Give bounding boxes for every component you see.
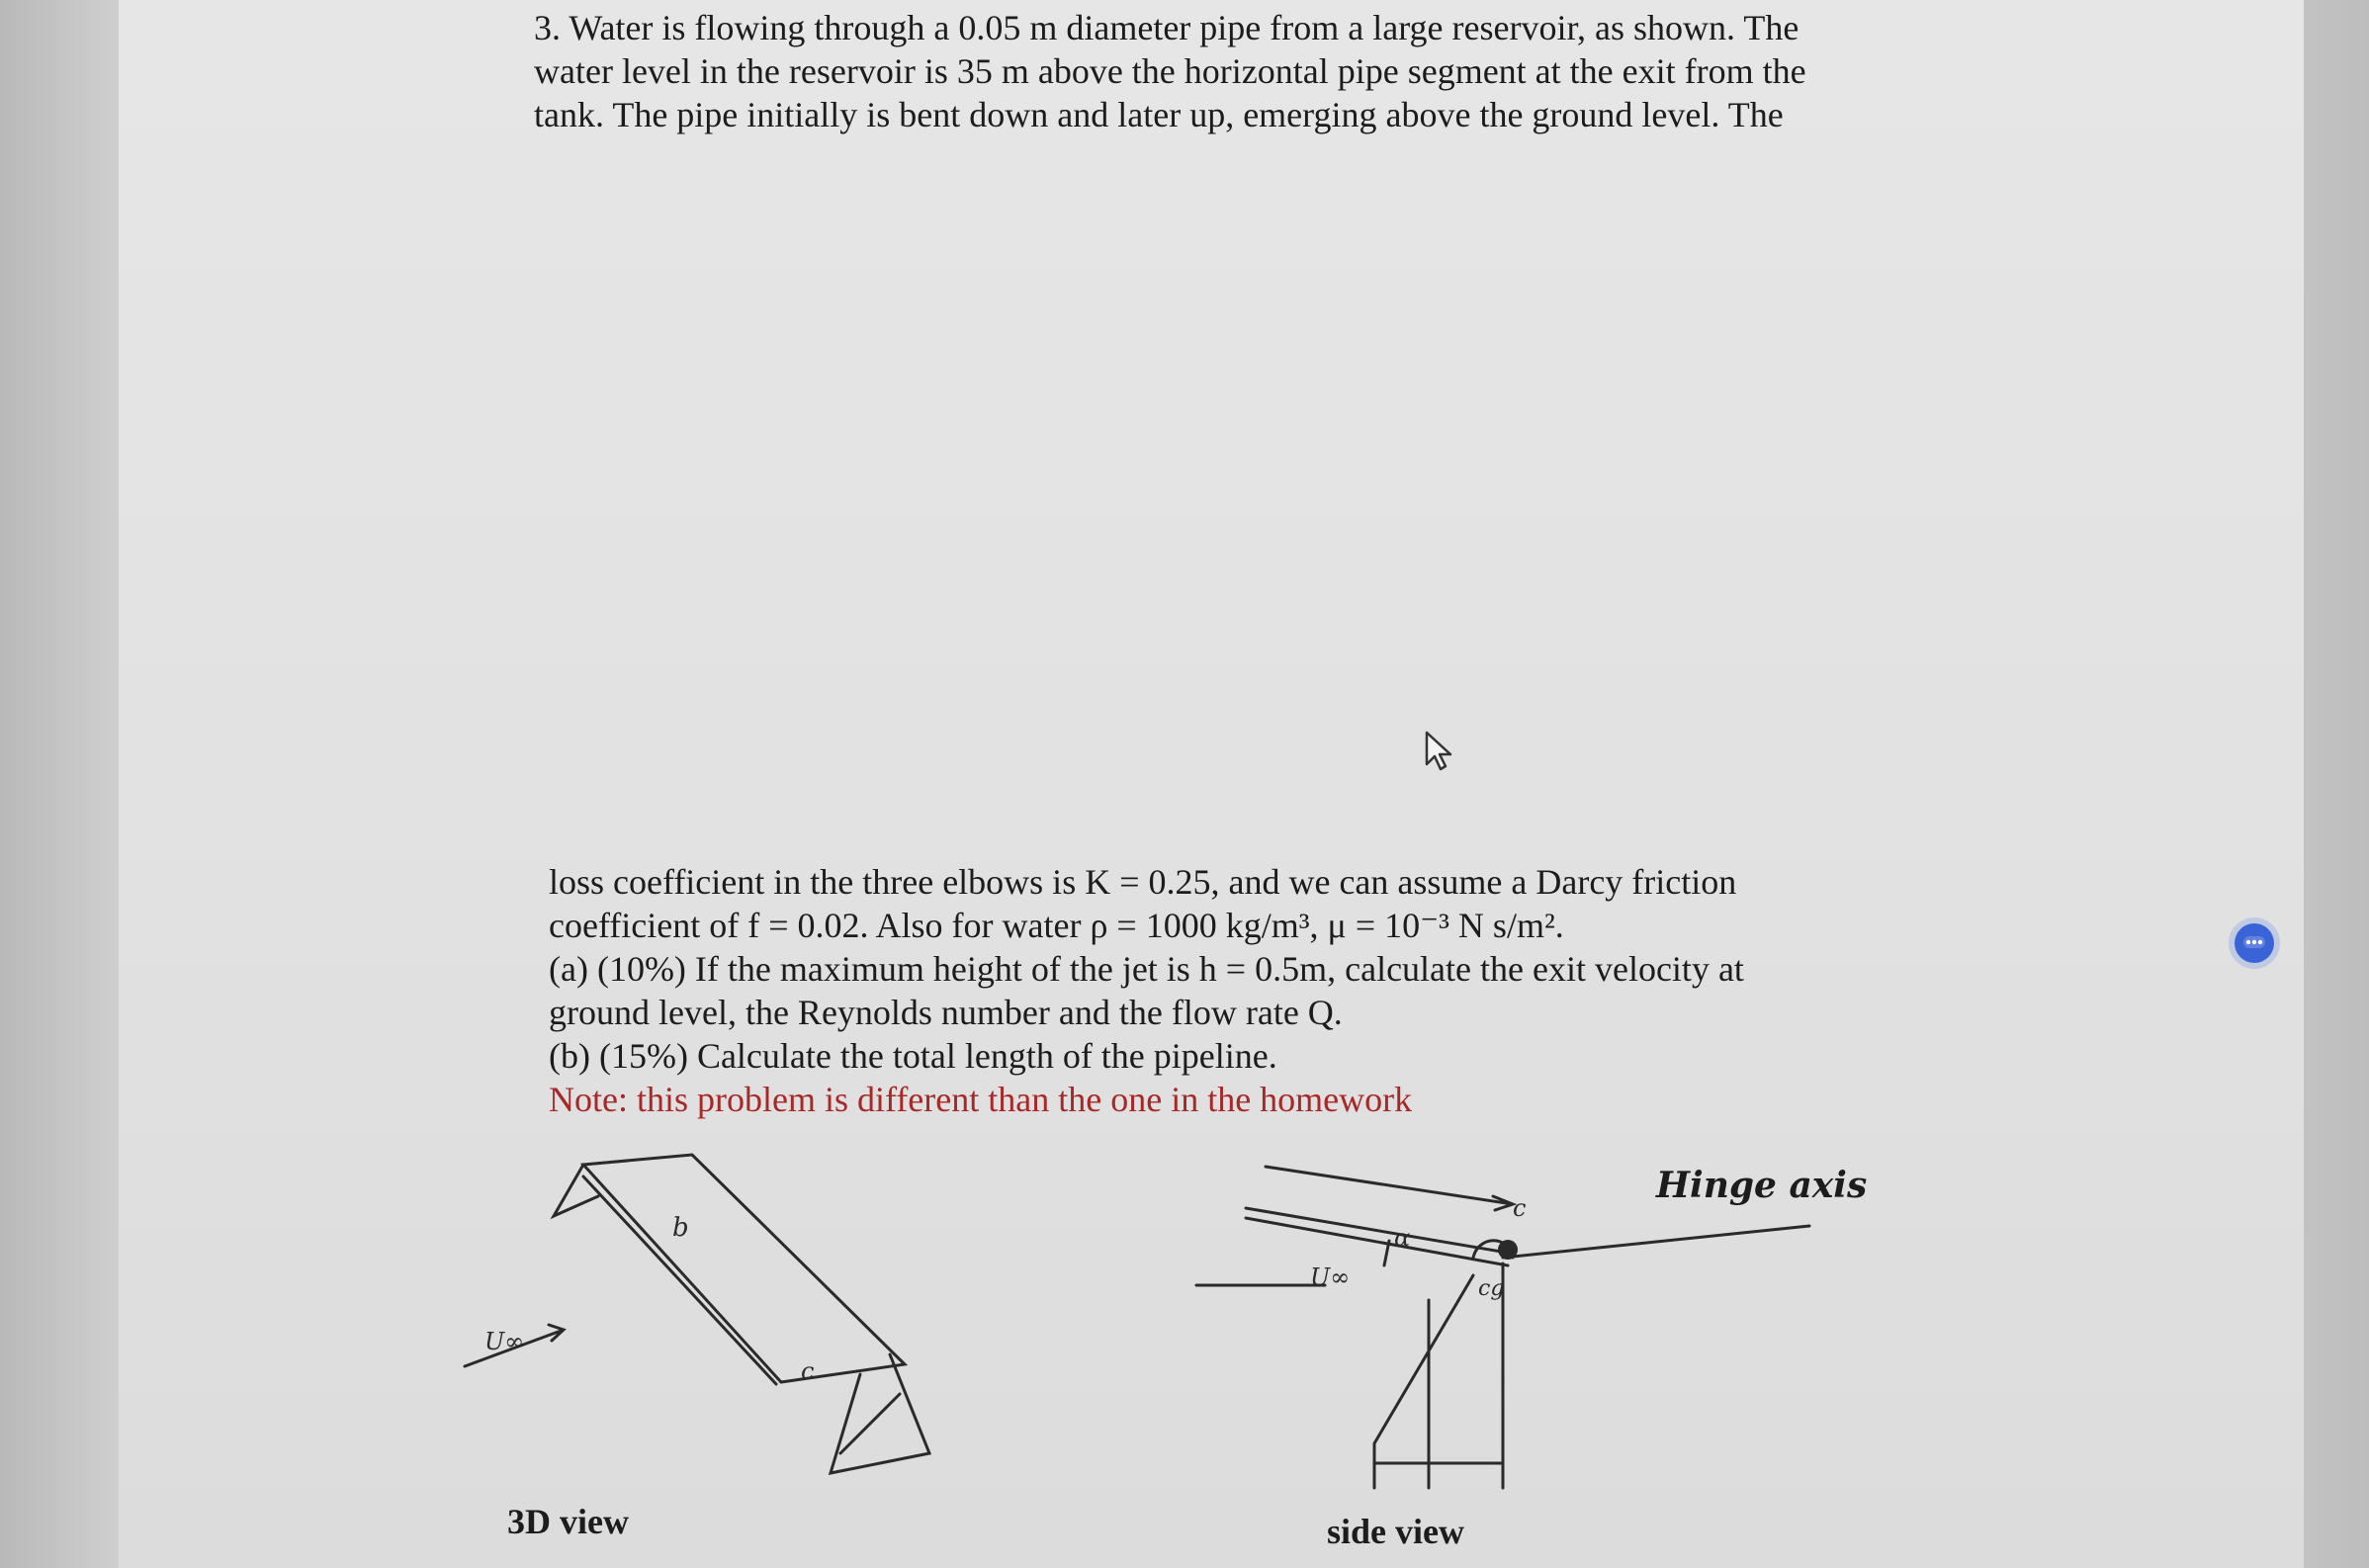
problem-line: (b) (15%) Calculate the total length of the pipeline. bbox=[549, 1036, 1277, 1076]
sketch-3d-c-label: c bbox=[801, 1357, 815, 1385]
sketch-side-cg-label: cg bbox=[1478, 1276, 1505, 1301]
cg-marker bbox=[1498, 1240, 1518, 1260]
sketch-3d-u-label: U∞ bbox=[484, 1328, 525, 1355]
support-brace bbox=[840, 1394, 900, 1453]
label-side-view: side view bbox=[1327, 1512, 1464, 1551]
sketch-3d-b-label: b bbox=[672, 1213, 689, 1243]
wing-3d-sketch bbox=[445, 1137, 959, 1513]
problem-line: water level in the reservoir is 35 m above the horizontal pipe segment at the exit from the bbox=[534, 51, 1806, 91]
problem-line: loss coefficient in the three elbows is K = 0.25, and we can assume a Darcy friction bbox=[549, 862, 1737, 902]
hinge-line bbox=[1503, 1226, 1809, 1258]
airfoil-upper bbox=[1246, 1208, 1513, 1254]
problem-line: ground level, the Reynolds number and the flow rate Q. bbox=[549, 993, 1343, 1032]
mouse-pointer-icon bbox=[1424, 730, 1455, 778]
airfoil-lower bbox=[1246, 1218, 1508, 1265]
problem-line: tank. The pipe initially is bent down and later up, emerging above the ground level. The bbox=[534, 95, 1784, 134]
chord-arrow bbox=[1266, 1167, 1513, 1210]
document-page bbox=[119, 0, 2304, 1568]
problem-text-top bbox=[534, 6, 1806, 136]
problem-note: Note: this problem is different than the one in the homework bbox=[549, 1080, 1413, 1119]
sketch-side-alpha-label: α bbox=[1394, 1224, 1411, 1252]
problem-line: (a) (10%) If the maximum height of the jet is h = 0.5m, calculate the exit velocity at bbox=[549, 949, 1744, 989]
chat-bubble-icon[interactable] bbox=[2235, 923, 2274, 963]
problem-text-bottom bbox=[549, 860, 1744, 1121]
sketch-side-u-label: U∞ bbox=[1310, 1263, 1351, 1291]
problem-line: 3. Water is flowing through a 0.05 m diameter pipe from a large reservoir, as shown. The bbox=[534, 8, 1799, 47]
label-hinge-axis: Hinge axis bbox=[1656, 1165, 1868, 1206]
sketch-side-c-label: c bbox=[1513, 1194, 1527, 1222]
label-3d-view: 3D view bbox=[507, 1502, 629, 1541]
problem-line: coefficient of f = 0.02. Also for water ρ = 1000 kg/m³, μ = 10⁻³ N s/m². bbox=[549, 906, 1564, 945]
